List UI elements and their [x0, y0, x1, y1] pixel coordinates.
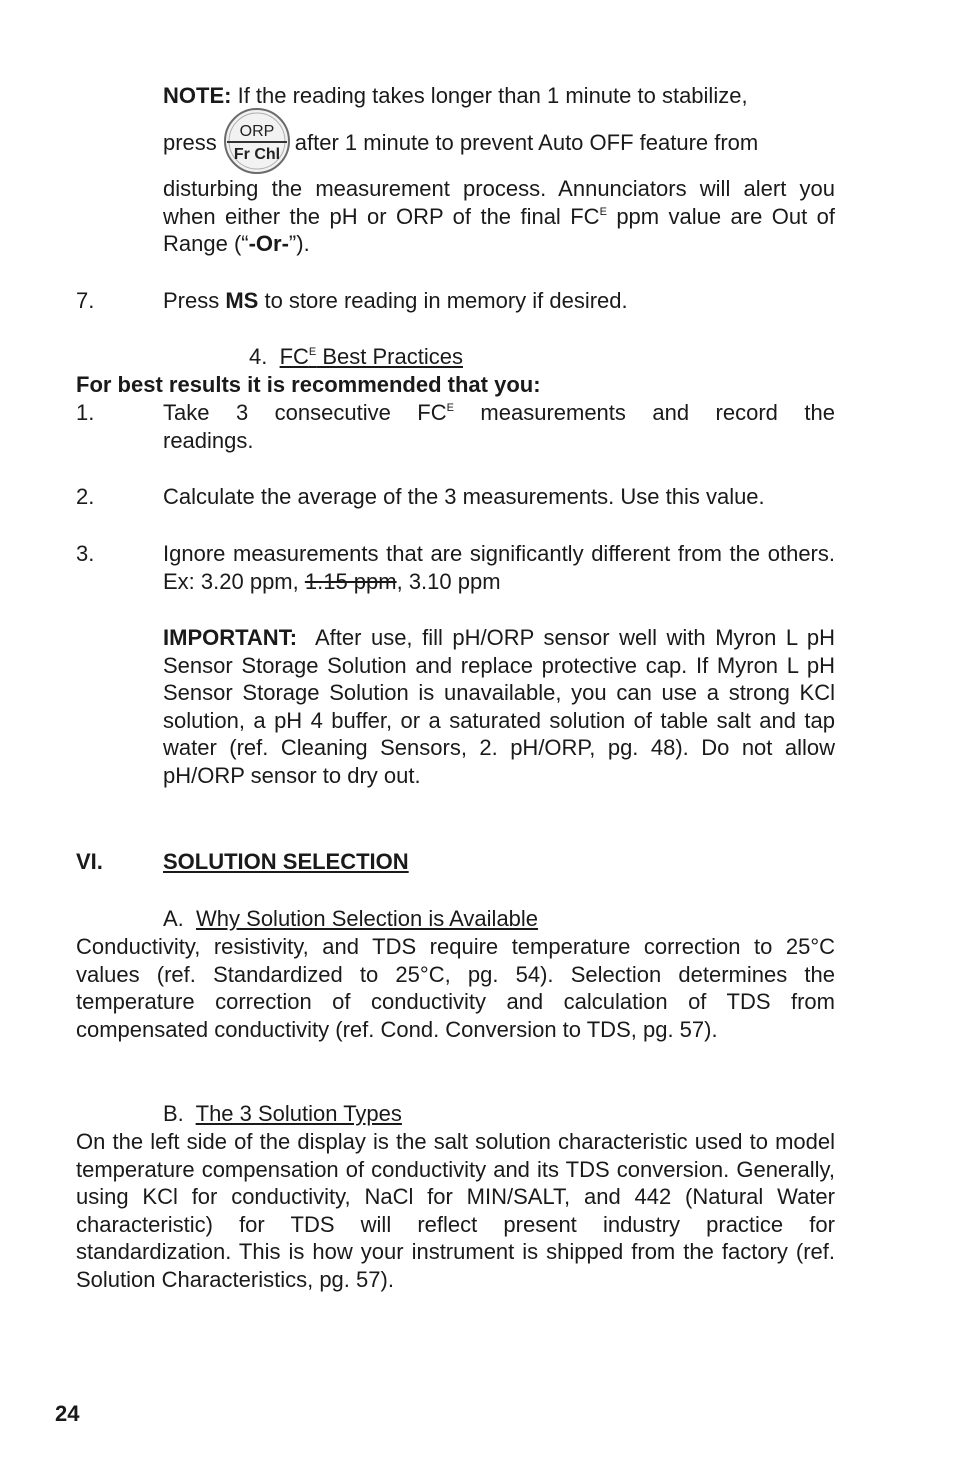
item-3-number: 3. — [76, 541, 95, 566]
section-6-title: SOLUTION SELECTION — [163, 849, 409, 874]
item-2-text: Calculate the average of the 3 measurements. Use this value. — [163, 484, 765, 509]
item-3-text: Ignore measurements that are significantly different from the others. Ex: 3.20 ppm, 1.15 ppm, 3.10 ppm — [163, 541, 835, 594]
best-practices-intro: For best results it is recommended that you: — [76, 372, 541, 397]
best-practices-heading: 4. $FC^E$ Best Practices — [249, 344, 463, 369]
note-after-icon: after 1 minute to prevent Auto OFF feature from — [294, 130, 759, 156]
button-top-label: ORP — [239, 123, 275, 140]
item-1-number: 1. — [76, 400, 95, 425]
important-paragraph: IMPORTANT: After use, fill pH/ORP sensor well with Myron L pH Sensor Storage Solution and replace protective cap. If Myron L pH Sensor Storage Solution is unavailable, you can use a strong KCl solution, a pH 4 buffer, or a saturated solution of table salt and tap water (ref. Cleaning Sensors, 2. pH/ORP, pg. 48). Do not allow pH/ORP sensor to dry out. — [163, 625, 835, 788]
item-1-text: Take 3 consecutive $FC^E$ measurements and record the readings. — [163, 400, 835, 453]
note-press: press — [163, 130, 217, 156]
section-6-number: VI. — [76, 849, 103, 874]
important-label: IMPORTANT: — [163, 625, 298, 650]
subsection-a-text: Conductivity, resistivity, and TDS require temperature correction to 25°C values (ref. Standardized to 25°C, pg. 54). Selection determines the temperature correction of conductivity and calculation of TDS from compensated conductivity (ref. Cond. Conversion to TDS, pg. 57). — [76, 934, 835, 1042]
step-7-text: Press MS to store reading in memory if desired. — [163, 288, 628, 313]
note-press-line — [163, 108, 835, 178]
item-2-number: 2. — [76, 484, 95, 509]
range-code: -Or- — [248, 231, 289, 257]
button-bottom-label: Fr Chl — [233, 146, 280, 163]
struck-value: 1.15 ppm — [304, 568, 397, 594]
step-7-number: 7. — [76, 288, 95, 313]
page-number: 24 — [55, 1401, 80, 1426]
orp-fr-chl-button-icon — [223, 107, 291, 175]
subsection-b-text: On the left side of the display is the salt solution characteristic used to model temperature compensation of conductivity and its TDS conversion. Generally, using KCl for conductivity, NaCl for MIN/SALT, and 442 (Natural Water characteristic) for TDS will reflect present industry practice for standardization. This is how your instrument is shipped from the factory (ref. Solution Characteristics, pg. 57). — [76, 1129, 835, 1292]
note-label: NOTE: — [163, 83, 232, 108]
note-paragraph — [163, 82, 835, 110]
note-rest: disturbing the measurement process. Annunciators will alert you when either the pH or ORP of the final $FC^E$ ppm value are Out of Range (“-Or-”). — [163, 176, 835, 257]
subsection-a-heading: A. Why Solution Selection is Available — [163, 906, 539, 931]
ms-key: MS — [225, 288, 259, 313]
subsection-b-heading: B. The 3 Solution Types — [163, 1101, 402, 1126]
note-line1: If the reading takes longer than 1 minute to stabilize, — [237, 83, 748, 108]
